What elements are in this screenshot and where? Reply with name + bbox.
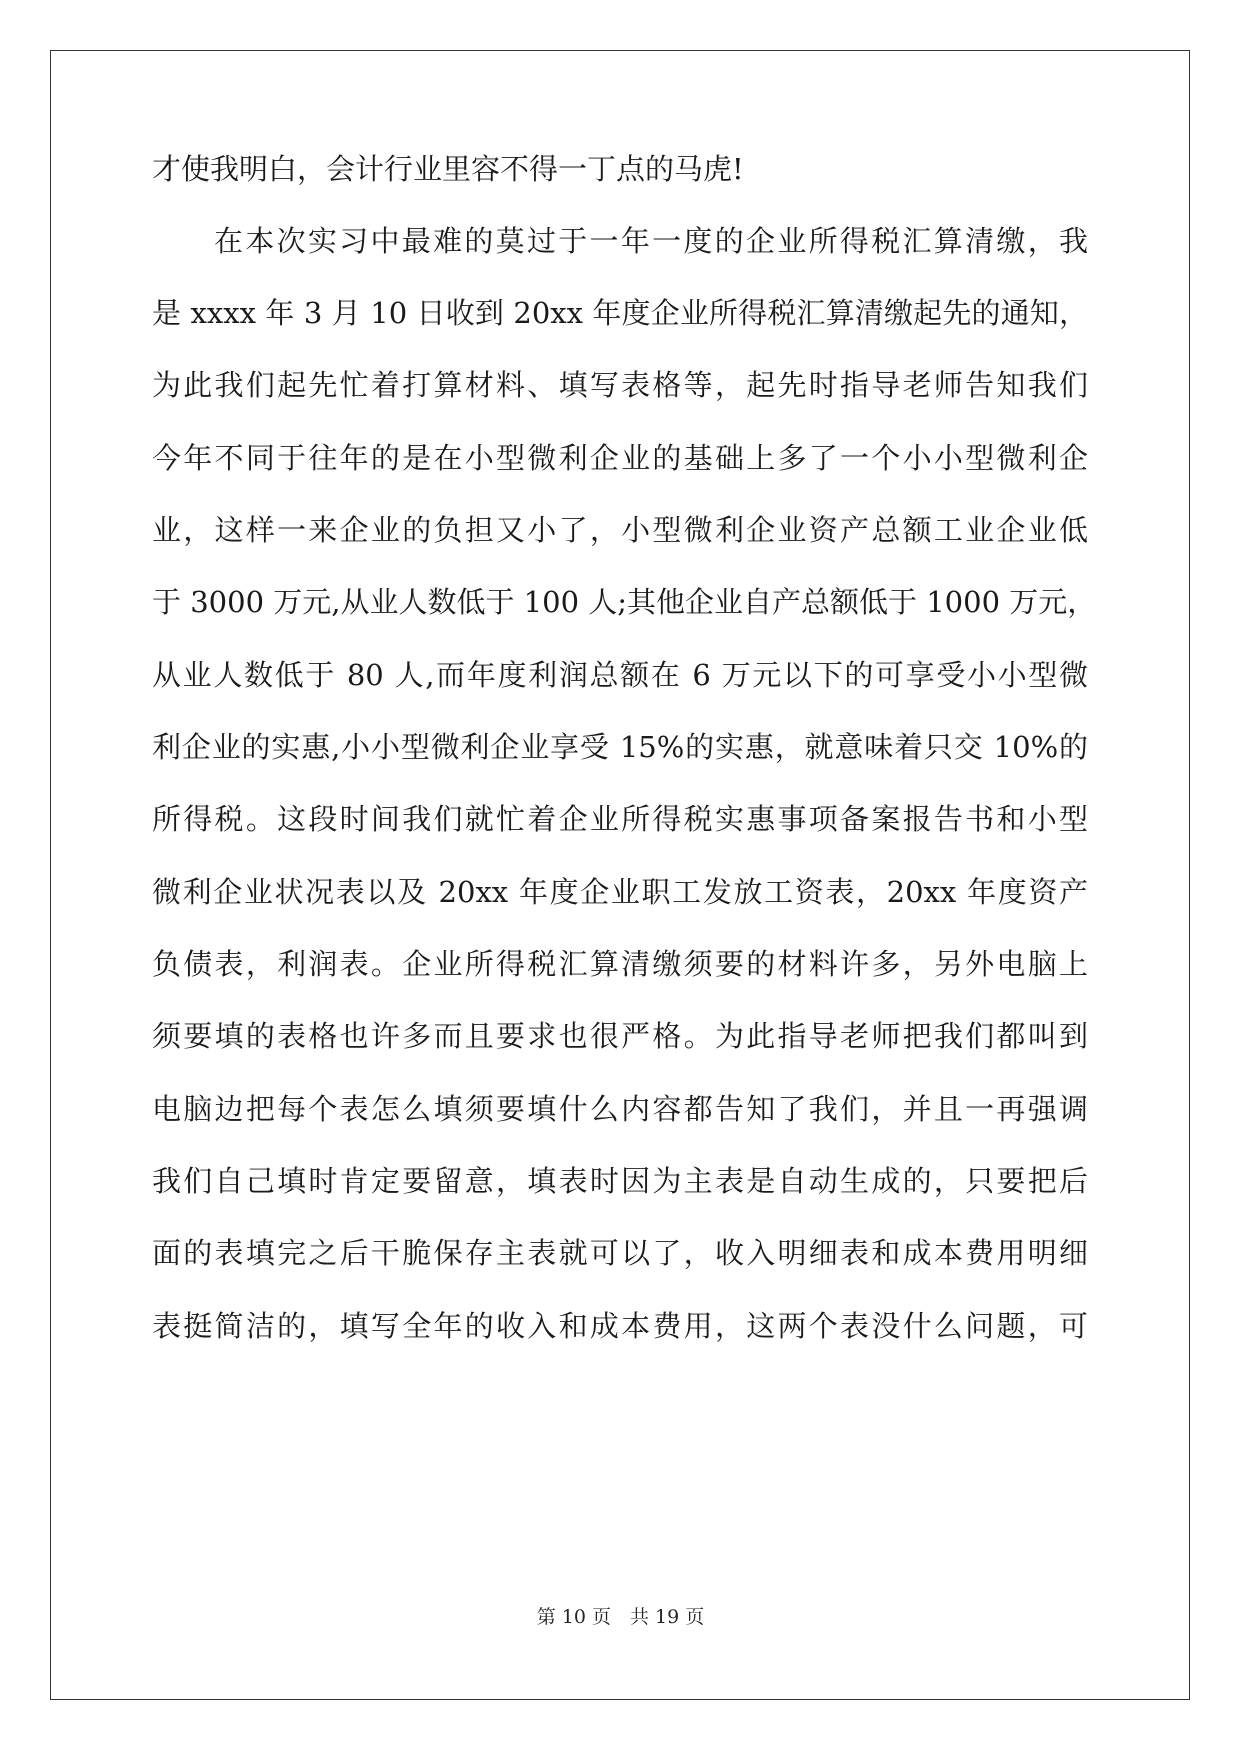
body-text-line: 才使我明白，会计行业里容不得一丁点的马虎! (152, 152, 744, 186)
body-text-line: 微利企业状况表以及 20xx 年度企业职工发放工资表，20xx 年度资产 (152, 875, 1088, 909)
body-text-line: 从业人数低于 80 人,而年度利润总额在 6 万元以下的可享受小小型微 (152, 658, 1088, 692)
body-text-line: 业，这样一来企业的负担又小了，小型微利企业资产总额工业企业低 (152, 513, 1088, 547)
body-text-line: 表挺简洁的，填写全年的收入和成本费用，这两个表没什么问题，可 (152, 1309, 1088, 1343)
body-text-line: 面的表填完之后干脆保存主表就可以了，收入明细表和成本费用明细 (152, 1236, 1088, 1270)
body-text-line: 负债表，利润表。企业所得税汇算清缴须要的材料许多，另外电脑上 (152, 947, 1088, 981)
body-text-line: 所得税。这段时间我们就忙着企业所得税实惠事项备案报告书和小型 (152, 802, 1088, 836)
body-text-line: 利企业的实惠,小小型微利企业享受 15%的实惠，就意味着只交 10%的 (152, 730, 1088, 764)
body-text-line: 为此我们起先忙着打算材料、填写表格等，起先时指导老师告知我们 (152, 368, 1088, 402)
body-text-line: 在本次实习中最难的莫过于一年一度的企业所得税汇算清缴，我 (214, 224, 1088, 258)
page-number-footer: 第 10 页 共 19 页 (536, 1606, 705, 1628)
body-text-line: 是 xxxx 年 3 月 10 日收到 20xx 年度企业所得税汇算清缴起先的通知， (152, 296, 1088, 330)
body-text-line: 于 3000 万元,从业人数低于 100 人;其他企业自产总额低于 1000 万元， (152, 585, 1097, 619)
body-text-line: 电脑边把每个表怎么填须要填什么内容都告知了我们，并且一再强调 (152, 1092, 1088, 1126)
body-text-line: 今年不同于往年的是在小型微利企业的基础上多了一个小小型微利企 (152, 441, 1088, 475)
body-text-line: 须要填的表格也许多而且要求也很严格。为此指导老师把我们都叫到 (152, 1019, 1088, 1053)
body-text-line: 我们自己填时肯定要留意，填表时因为主表是自动生成的，只要把后 (152, 1164, 1088, 1198)
